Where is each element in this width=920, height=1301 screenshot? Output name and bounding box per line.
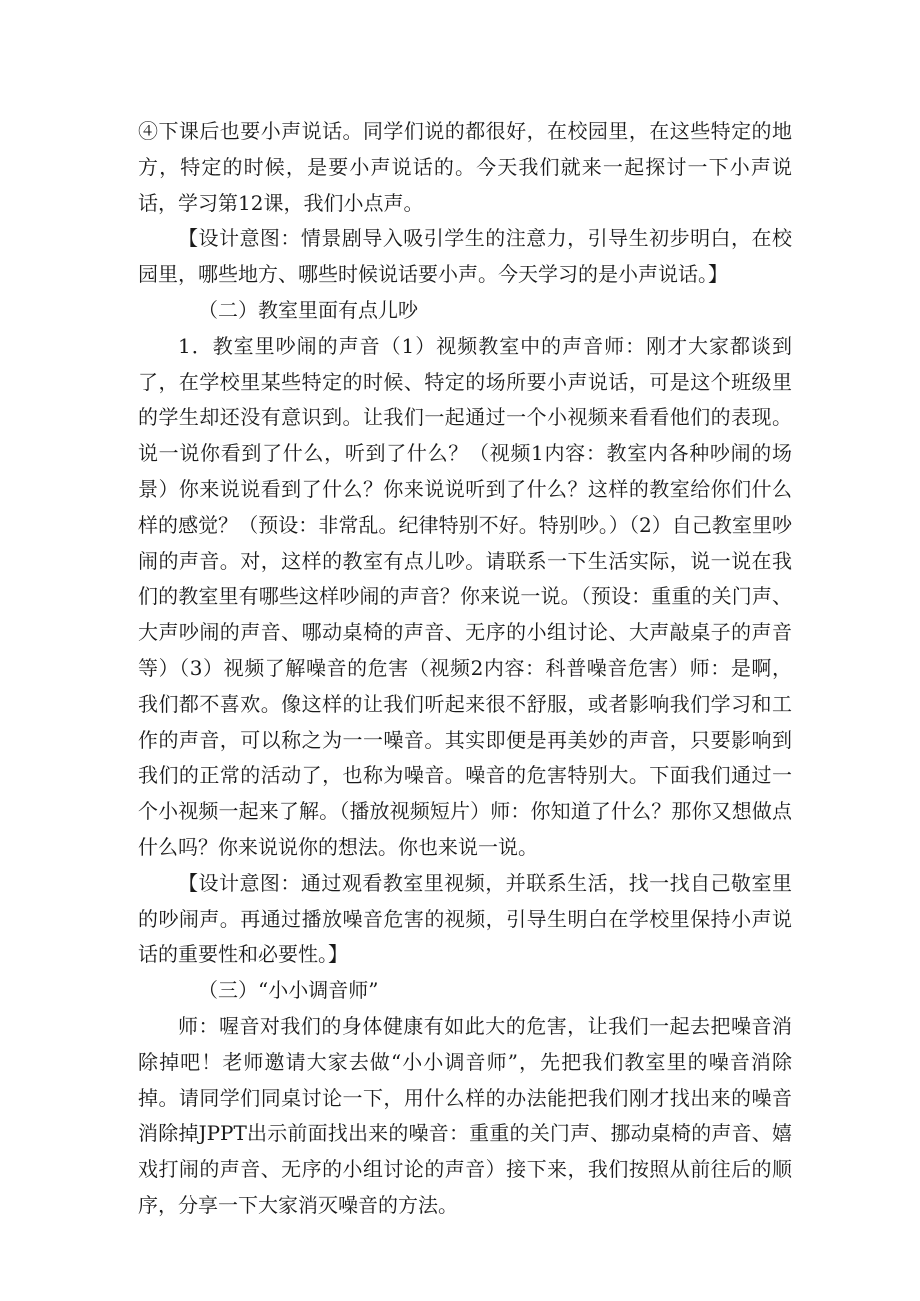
paragraph-sound-tuner: 师：喔音对我们的身体健康有如此大的危害，让我们一起去把噪音消除掉吧！老师邀请大家去做“小小调音师”，先把我们教室里的噪音消除掉。请同学们同桌讨论一下，用什么样的办法能把我们刚才找出来的噪音消除掉JPPT出示前面找出来的噪音：重重的关门声、挪动桌椅的声音、嬉戏打闹的声音、无序的小组讨论的声音）接下来，我们按照从前往后的顺序，分享一下大家消灭噪音的方法。 [138, 1013, 792, 1217]
paragraph-closing-intro: ④下课后也要小声说话。同学们说的都很好，在校园里，在这些特定的地方，特定的时候，是要小声说话的。今天我们就来一起探讨一下小声说话，学习第12课，我们小点声。 [138, 119, 792, 215]
section-heading-3: （三）“小小调音师” [198, 978, 379, 1003]
document-body [138, 114, 792, 1224]
design-intent-2: 【设计意图：通过观看教室里视频，并联系生活，找一找自己敬室里的吵闹声。再通过播放噪音危害的视频，引导生明白在学校里保持小声说话的重要性和必要性。】 [138, 870, 792, 967]
paragraph-classroom-noise: 1．教室里吵闹的声音（1）视频教室中的声音师：刚才大家都谈到了，在学校里某些特定的时候、特定的场所要小声说话，可是这个班级里的学生却还没有意识到。让我们一起通过一个小视频来看看他们的表现。说一说你看到了什么，听到了什么？（视频1内容：教室内各种吵闹的场景）你来说说看到了什么？你来说说听到了什么？这样的教室给你们什么样的感觉？（预设：非常乱。纪律特别不好。特别吵。）（2）自己教室里吵闹的声音。对，这样的教室有点儿吵。请联系一下生活实际，说一说在我们的教室里有哪些这样吵闹的声音？你来说一说。（预设：重重的关门声、大声吵闹的声音、哪动桌椅的声音、无序的小组讨论、大声敲桌子的声音等）（3）视频了解噪音的危害（视频2内容：科普噪音危害）师：是啊，我们都不喜欢。像这样的让我们听起来很不舒服，或者影响我们学习和工作的声音，可以称之为一一噪音。其实即便是再美妙的声音，只要影响到我们的正常的活动了，也称为噪音。噪音的危害特别大。下面我们通过一个小视频一起来了解。（播放视频短片）师：你知道了什么？那你又想做点什么吗？你来说说你的想法。你也来说一说。 [138, 333, 792, 859]
design-intent-1: 【设计意图：情景剧导入吸引学生的注意力，引导生初步明白，在校园里，哪些地方、哪些时候说话要小声。今天学习的是小声说话。】 [138, 226, 792, 287]
section-heading-2: （二）教室里面有点儿吵 [198, 297, 418, 322]
